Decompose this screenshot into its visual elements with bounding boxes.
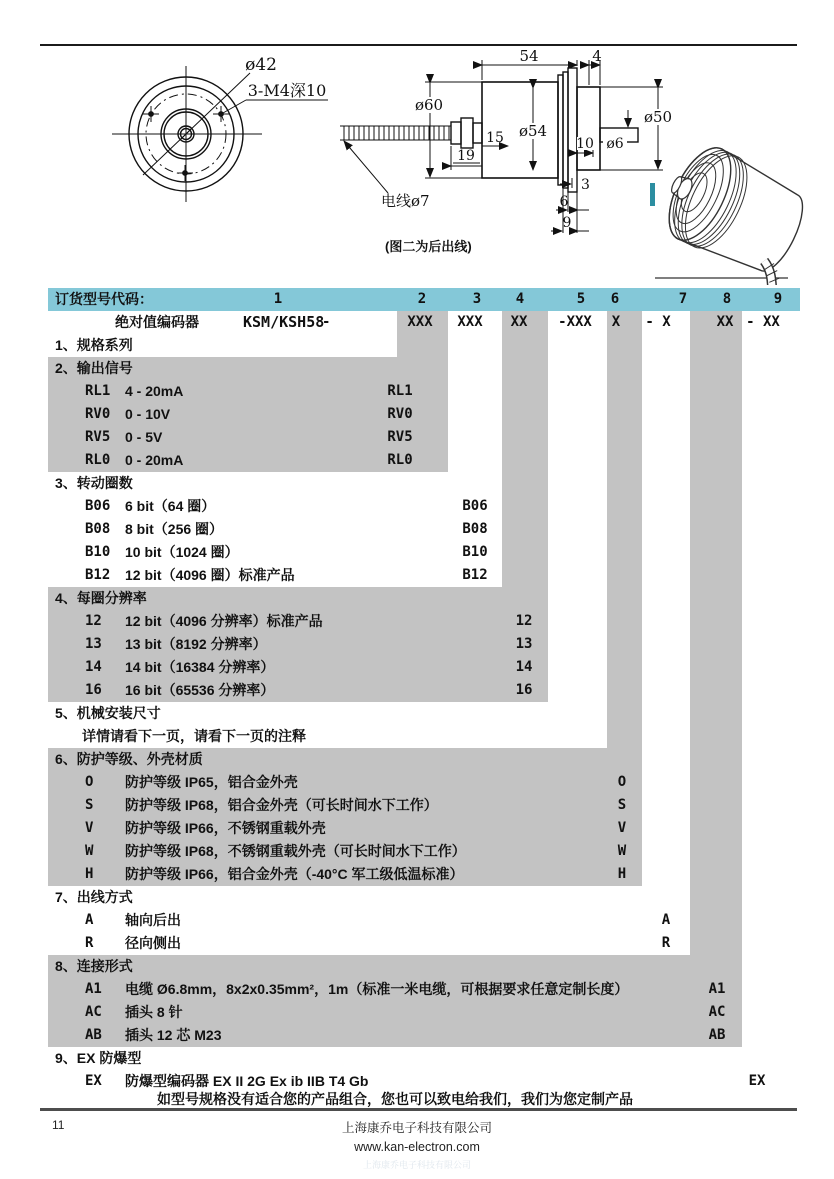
svg-text:3: 3: [581, 177, 590, 193]
footer-company: 上海康乔电子科技有限公司: [341, 1121, 492, 1135]
col-8: 8: [722, 291, 732, 307]
option-row: 16 16 bit（65536 分辨率） 16: [85, 682, 533, 698]
series-dash: -: [322, 314, 331, 330]
encoder-3d-drawing: [638, 137, 834, 285]
section5-note: 详情请看下一页，请看下一页的注释: [82, 728, 306, 744]
option-row: AC 插头 8 针 AC: [85, 1004, 726, 1020]
option-row: W 防护等级 IP68，不锈钢重载外壳（可长时间水下工作） W: [85, 843, 627, 859]
option-row: 12 12 bit（4096 分辨率）标准产品 12: [85, 613, 533, 629]
custom-order-note: 如型号规格没有适合您的产品组合，您也可以致电给我们，我们为您定制产品: [157, 1091, 633, 1107]
section2-header: 2、输出信号: [55, 360, 133, 376]
page-number: 11: [52, 1118, 65, 1132]
teal-mark: [650, 183, 655, 206]
option-row: B06 6 bit（64 圈） B06: [85, 498, 488, 514]
section8-header: 8、连接形式: [55, 958, 133, 974]
product-name: 绝对值编码器: [115, 314, 199, 330]
svg-text:ø60: ø60: [414, 96, 444, 114]
section4-header: 4、每圈分辨率: [55, 590, 147, 606]
option-row: AB 插头 12 芯 M23 AB: [85, 1027, 726, 1043]
section3-header: 3、转动圈数: [55, 475, 133, 491]
side-view-labels: [381, 47, 678, 231]
section6-header: 6、防护等级、外壳材质: [55, 751, 203, 767]
option-row: O 防护等级 IP65，铝合金外壳 O: [85, 774, 627, 790]
col-4: 4: [515, 291, 525, 307]
svg-text:19: 19: [457, 148, 475, 164]
order-code-title: 订货型号代码：: [55, 291, 153, 307]
col-3: 3: [472, 291, 482, 307]
option-row: S 防护等级 IP68，铝合金外壳（可长时间水下工作） S: [85, 797, 627, 813]
svg-text:10: 10: [576, 136, 594, 152]
section5-header: 5、机械安装尺寸: [55, 705, 161, 721]
svg-text:9: 9: [562, 215, 572, 231]
section1-header: 1、规格系列: [55, 337, 133, 353]
option-row: A1 电缆 Ø6.8mm，8x2x0.35mm²，1m（标准一米电缆，可根据要求任意定制长度） A1: [85, 981, 726, 997]
option-row: H 防护等级 IP66，铝合金外壳（-40°C 军工级低温标准） H: [85, 866, 627, 882]
option-row: B12 12 bit（4096 圈）标准产品 B12: [85, 567, 488, 583]
svg-text:ø6: ø6: [606, 136, 624, 152]
cable-label: 电线ø7: [381, 192, 430, 210]
option-row: RV5 0 - 5V RV5: [85, 429, 413, 445]
footer-website[interactable]: www.kan-electron.com: [354, 1140, 480, 1154]
section9-header: 9、EX 防爆型: [55, 1050, 142, 1066]
svg-text:15: 15: [486, 130, 504, 146]
col-2: 2: [417, 291, 427, 307]
svg-text:4: 4: [592, 47, 602, 65]
order-code-header-bar: [48, 288, 800, 311]
option-row: 14 14 bit（16384 分辨率） 14: [85, 659, 533, 675]
col-1: 1: [273, 291, 283, 307]
section7-header: 7、出线方式: [55, 889, 133, 905]
option-row: RL1 4 - 20mA RL1: [85, 383, 413, 399]
option-row: B08 8 bit（256 圈） B08: [85, 521, 488, 537]
col-7: 7: [678, 291, 688, 307]
front-dim-screws: 3-M4深10: [247, 81, 327, 100]
option-row: 13 13 bit（8192 分辨率） 13: [85, 636, 533, 652]
svg-text:ø50: ø50: [643, 108, 673, 126]
option-row: V 防护等级 IP66，不锈钢重载外壳 V: [85, 820, 627, 836]
svg-text:6: 6: [559, 194, 569, 210]
series-code: KSM/KSH58: [243, 313, 325, 331]
code-row: 绝对值编码器 KSM/KSH58 - XXX XXX XX -XXX X - X XX - XX: [48, 311, 800, 334]
option-row: R 径向侧出 R: [85, 935, 671, 951]
col-6: 6: [610, 291, 620, 307]
front-dim-dia42: ø42: [245, 55, 277, 75]
option-row: RL0 0 - 20mA RL0: [85, 452, 413, 468]
option-row: B10 10 bit（1024 圈） B10: [85, 544, 488, 560]
option-row: EX 防爆型编码器 EX II 2G Ex ib IIB T4 Gb EX: [85, 1073, 766, 1089]
col-5: 5: [576, 291, 586, 307]
svg-text:ø54: ø54: [518, 122, 548, 140]
svg-text:54: 54: [519, 47, 539, 65]
option-row: RV0 0 - 10V RV0: [85, 406, 413, 422]
footer-watermark-ghost: 上海康乔电子科技有限公司: [362, 1160, 471, 1170]
option-row: A 轴向后出 A: [85, 912, 671, 928]
figure-caption: (图二为后出线): [385, 239, 472, 254]
col-9: 9: [773, 291, 783, 307]
